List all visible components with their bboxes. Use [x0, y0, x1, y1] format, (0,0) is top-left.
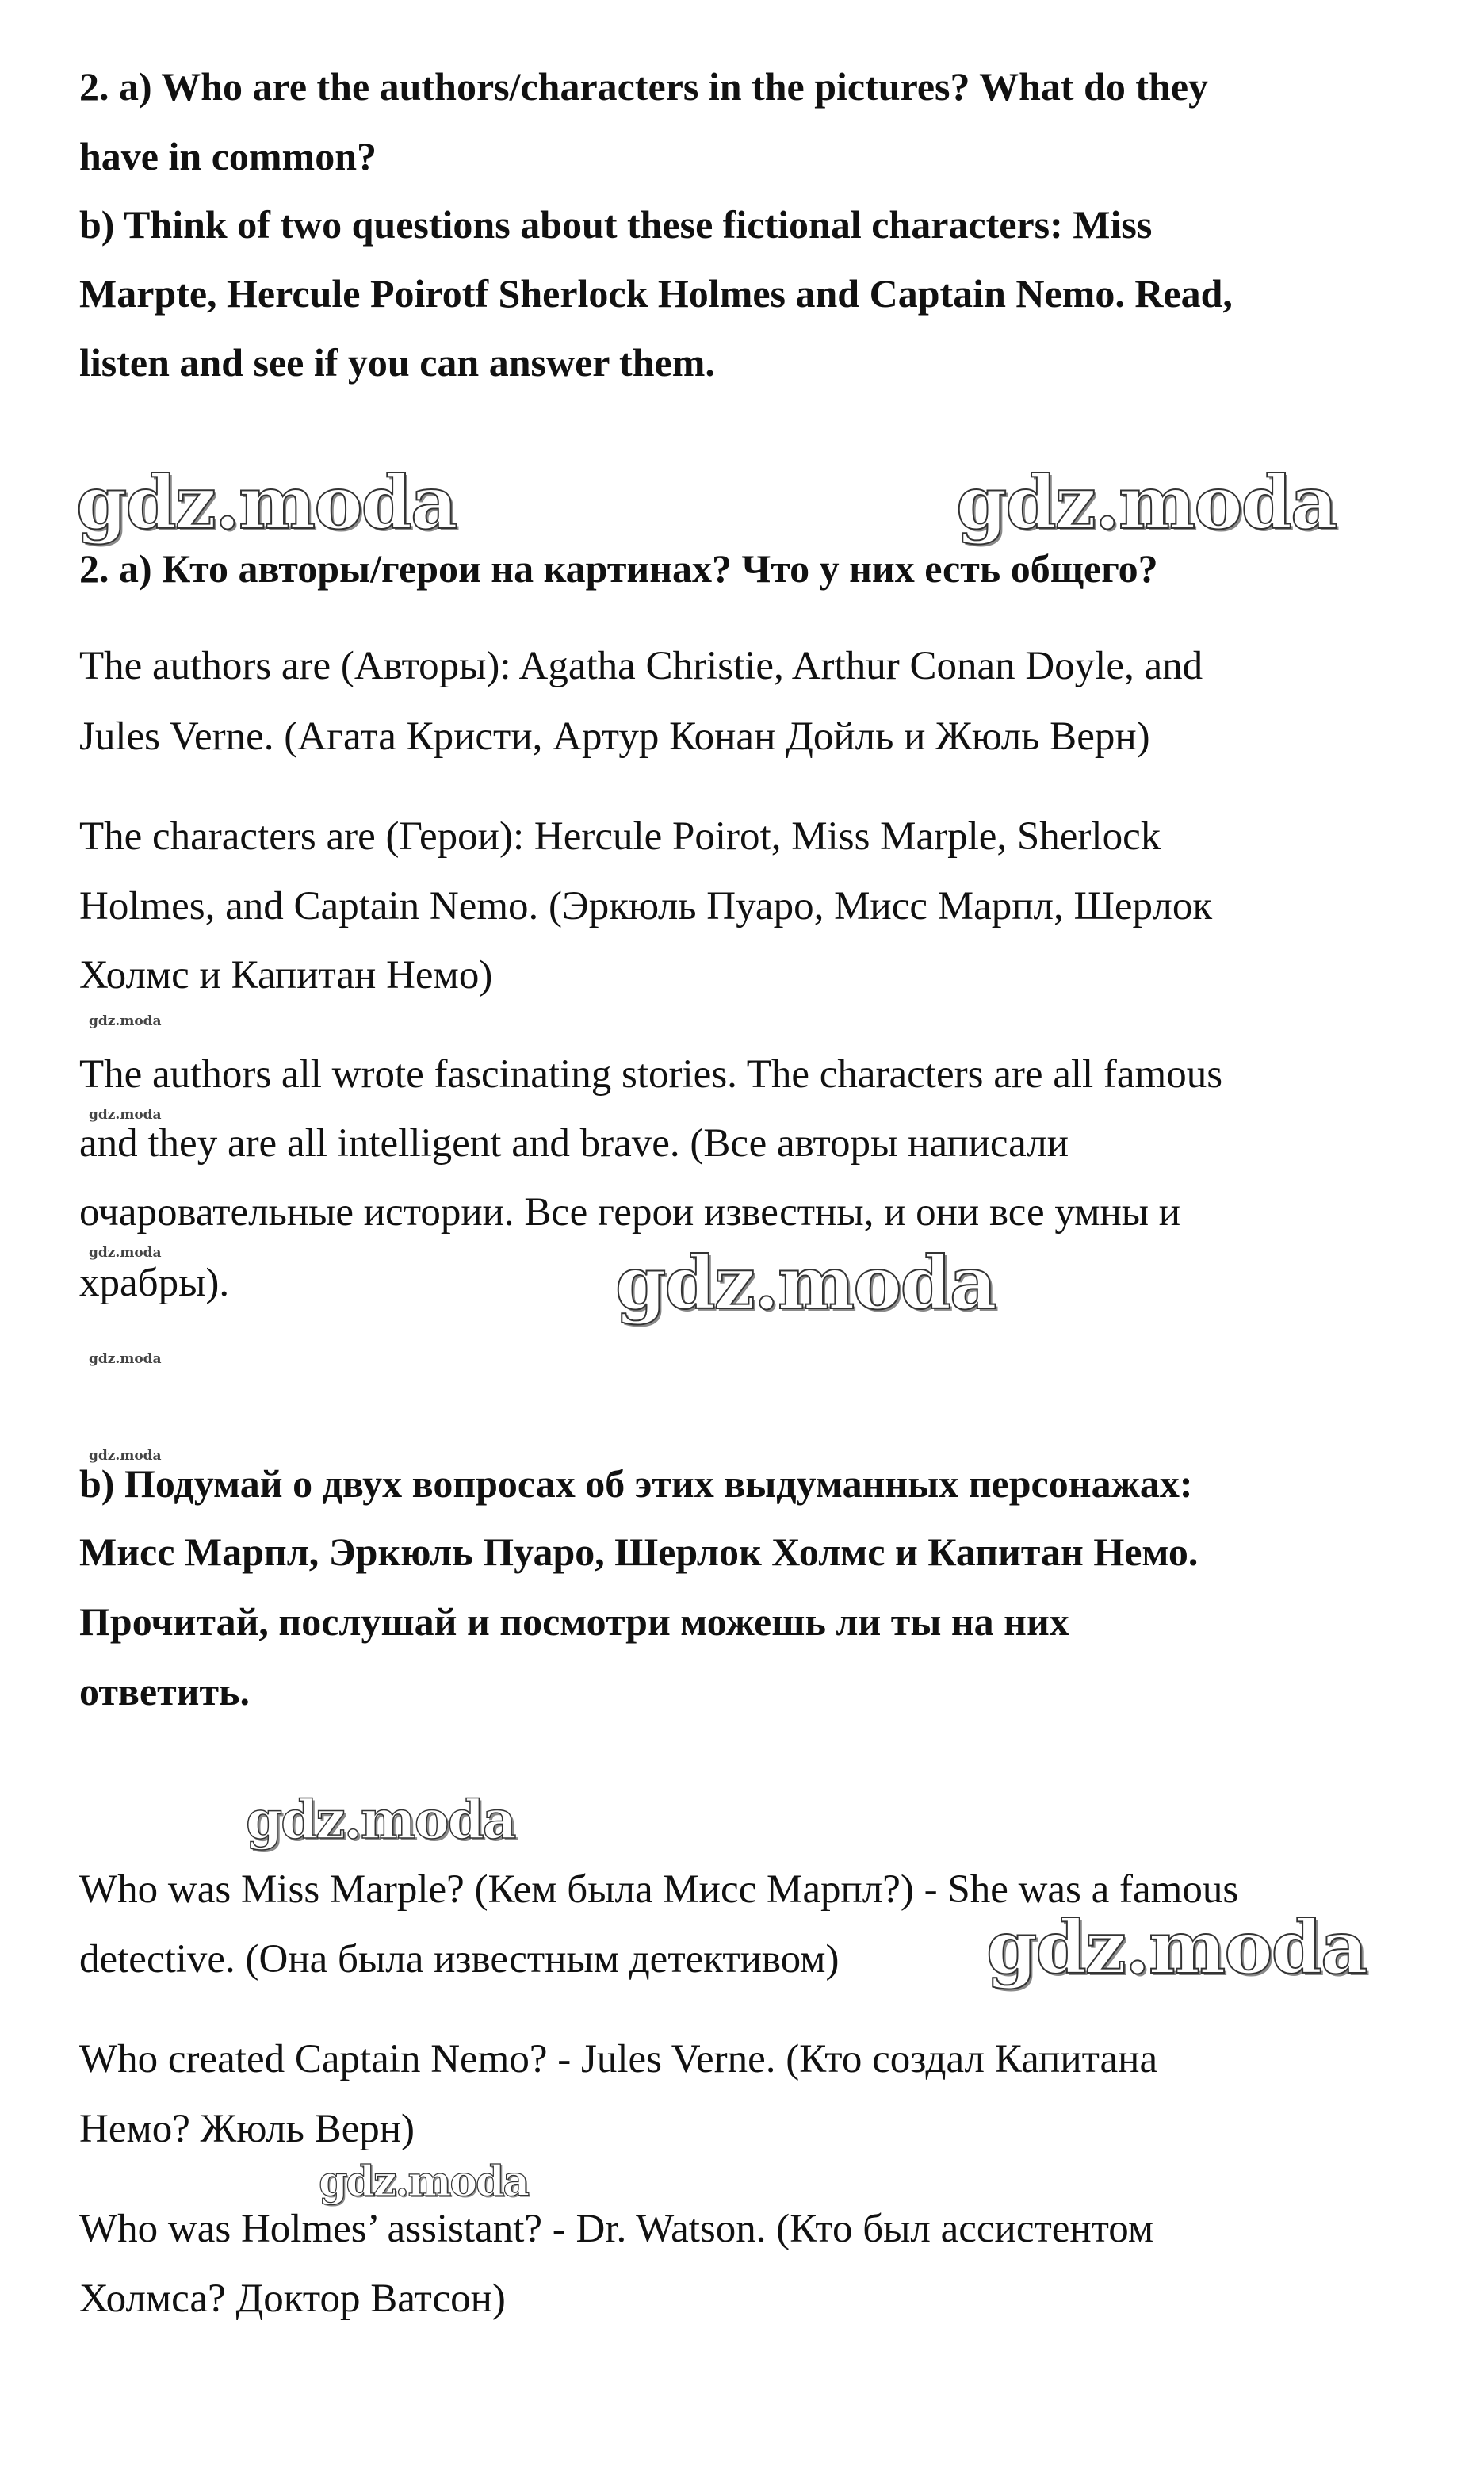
- watermark-logo: gdz.moda: [615, 1240, 996, 1326]
- watermark-logo: gdz.moda: [246, 1789, 515, 1851]
- watermark-small-text: gdz.moda: [89, 1448, 162, 1464]
- watermark-logo: gdz.moda: [986, 1905, 1367, 1990]
- answer-a-authors-line-2: Jules Verne. (Агата Кристи, Артур Конан Дойль и Жюль Верн): [79, 714, 1150, 759]
- answer-b-qa2-line-2: Немо? Жюль Верн): [79, 2107, 415, 2151]
- answer-b-qa1-line-1: Who was Miss Marple? (Кем была Мисс Марпл?) - She was a famous: [79, 1867, 1239, 1912]
- answer-a-authors-line-1: The authors are (Авторы): Agatha Christie, Arthur Conan Doyle, and: [79, 644, 1203, 688]
- answer-b-qa3-line-1: Who was Holmes’ assistant? - Dr. Watson. (Кто был ассистентом: [79, 2207, 1154, 2251]
- watermark-small-text: gdz.moda: [89, 1351, 162, 1367]
- answer-a-common-line-3: очаровательные истории. Все герои известны, и они все умны и: [79, 1190, 1181, 1235]
- answer-a-heading: 2. a) Кто авторы/герои на картинах? Что у них есть общего?: [79, 546, 1158, 591]
- answer-b-heading-line-1: b) Подумай о двух вопросах об этих выдуманных персонажах:: [79, 1461, 1193, 1506]
- answer-a-characters-line-1: The characters are (Герои): Hercule Poirot, Miss Marple, Sherlock: [79, 814, 1161, 859]
- answer-a-characters-line-2: Holmes, and Captain Nemo. (Эркюль Пуаро, Мисс Марпл, Шерлок: [79, 884, 1213, 929]
- watermark-logo: gdz.moda: [319, 2158, 529, 2206]
- watermark-small-text: gdz.moda: [89, 1013, 162, 1029]
- task-question-b-line-2: Marpte, Hercule Poirotf Sherlock Holmes and Captain Nemo. Read,: [79, 271, 1233, 316]
- answer-b-qa3-line-2: Холмса? Доктор Ватсон): [79, 2276, 506, 2321]
- watermark-small-text: gdz.moda: [89, 1245, 162, 1261]
- task-question-b-line-1: b) Think of two questions about these fictional characters: Miss: [79, 202, 1153, 247]
- task-question-a-line-1: 2. a) Who are the authors/characters in the pictures? What do they: [79, 64, 1209, 109]
- answer-a-common-line-2: and they are all intelligent and brave. (Все авторы написали: [79, 1121, 1069, 1166]
- answer-a-common-line-1: The authors all wrote fascinating stories. The characters are all famous: [79, 1052, 1223, 1097]
- answer-a-common-line-4: храбры).: [79, 1261, 230, 1305]
- answer-b-qa1-line-2: detective. (Она была известным детективом): [79, 1937, 840, 1982]
- answer-b-heading-line-4: ответить.: [79, 1669, 250, 1714]
- watermark-logo: gdz.moda: [76, 460, 457, 546]
- answer-b-qa2-line-1: Who created Captain Nemo? - Jules Verne. (Кто создал Капитана: [79, 2037, 1158, 2081]
- answer-b-heading-line-2: Мисс Марпл, Эркюль Пуаро, Шерлок Холмс и Капитан Немо.: [79, 1530, 1199, 1574]
- watermark-logo: gdz.moda: [956, 460, 1337, 546]
- answer-b-heading-line-3: Прочитай, послушай и посмотри можешь ли ты на них: [79, 1599, 1069, 1644]
- task-question-a-line-2: have in common?: [79, 134, 377, 178]
- answer-a-characters-line-3: Холмс и Капитан Немо): [79, 953, 493, 998]
- watermark-small-text: gdz.moda: [89, 1107, 162, 1123]
- task-question-b-line-3: listen and see if you can answer them.: [79, 340, 715, 385]
